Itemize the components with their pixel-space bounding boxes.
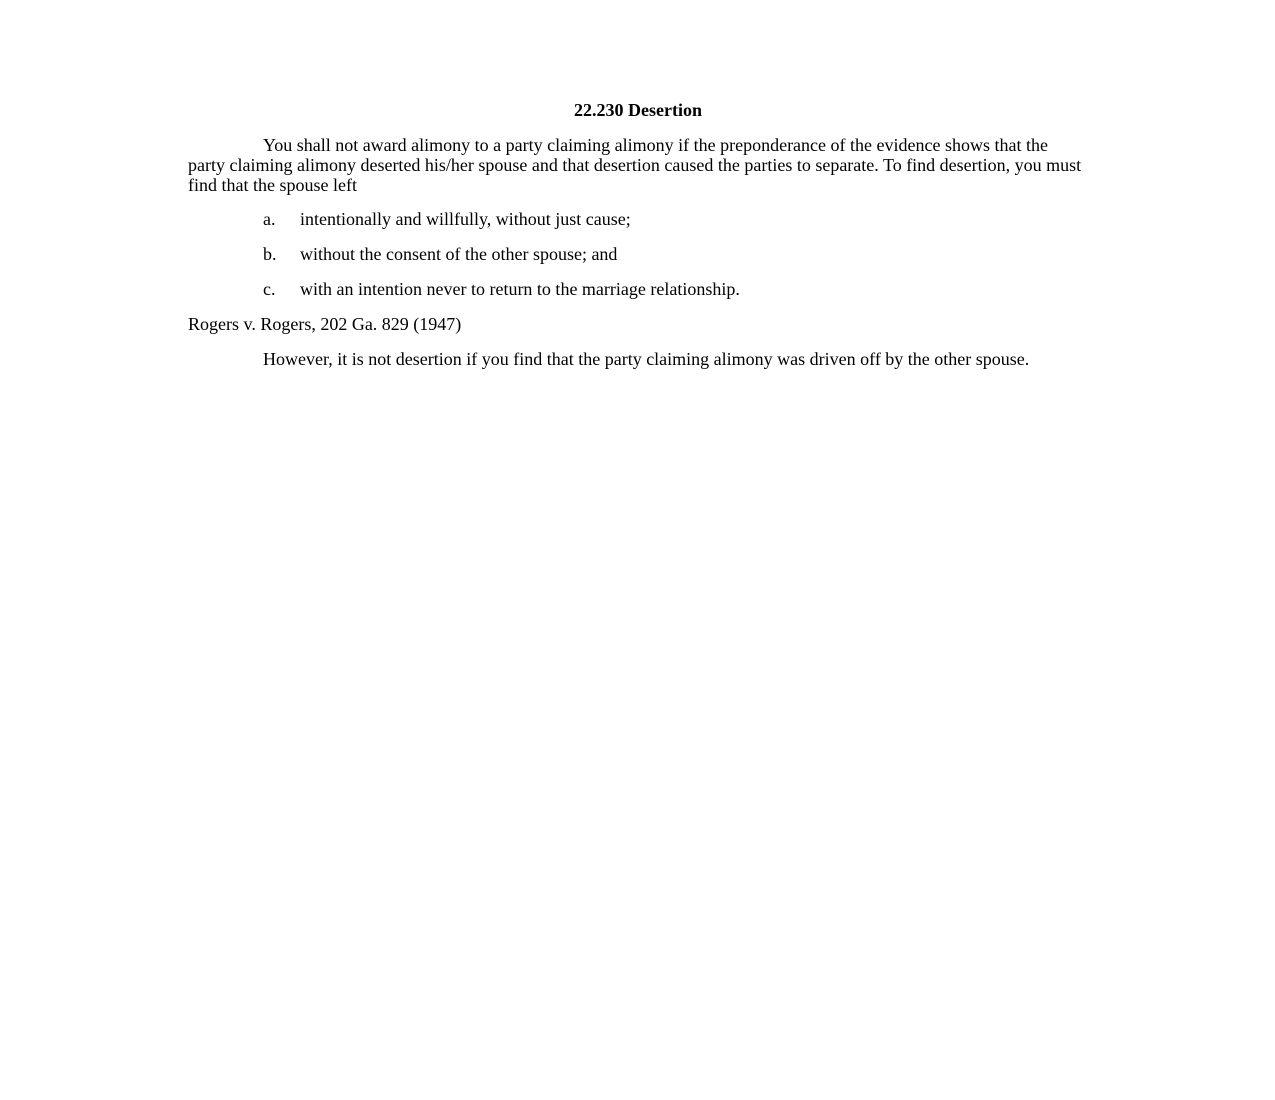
- intro-paragraph: You shall not award alimony to a party claiming alimony if the preponderance of the evidence shows that the party claiming alimony deserted his/her spouse and that desertion caused the parties to separate. To find desertion, you must find that the spouse left: [188, 135, 1082, 195]
- list-item-c: [188, 279, 1088, 299]
- list-marker: c.: [263, 279, 276, 299]
- list-item-text: intentionally and willfully, without just cause;: [300, 209, 631, 229]
- list-item-text: with an intention never to return to the marriage relationship.: [300, 279, 740, 299]
- list-item-a: [188, 209, 1088, 229]
- list-marker: b.: [263, 244, 277, 264]
- document-page: [188, 100, 1088, 383]
- list-marker: a.: [263, 209, 276, 229]
- closing-paragraph: However, it is not desertion if you find that the party claiming alimony was driven off by the other spouse.: [263, 349, 1030, 369]
- list-item-text: without the consent of the other spouse; and: [300, 244, 618, 264]
- case-citation: Rogers v. Rogers, 202 Ga. 829 (1947): [188, 314, 462, 334]
- list-item-b: [188, 244, 1088, 264]
- section-title: 22.230 Desertion: [574, 100, 702, 120]
